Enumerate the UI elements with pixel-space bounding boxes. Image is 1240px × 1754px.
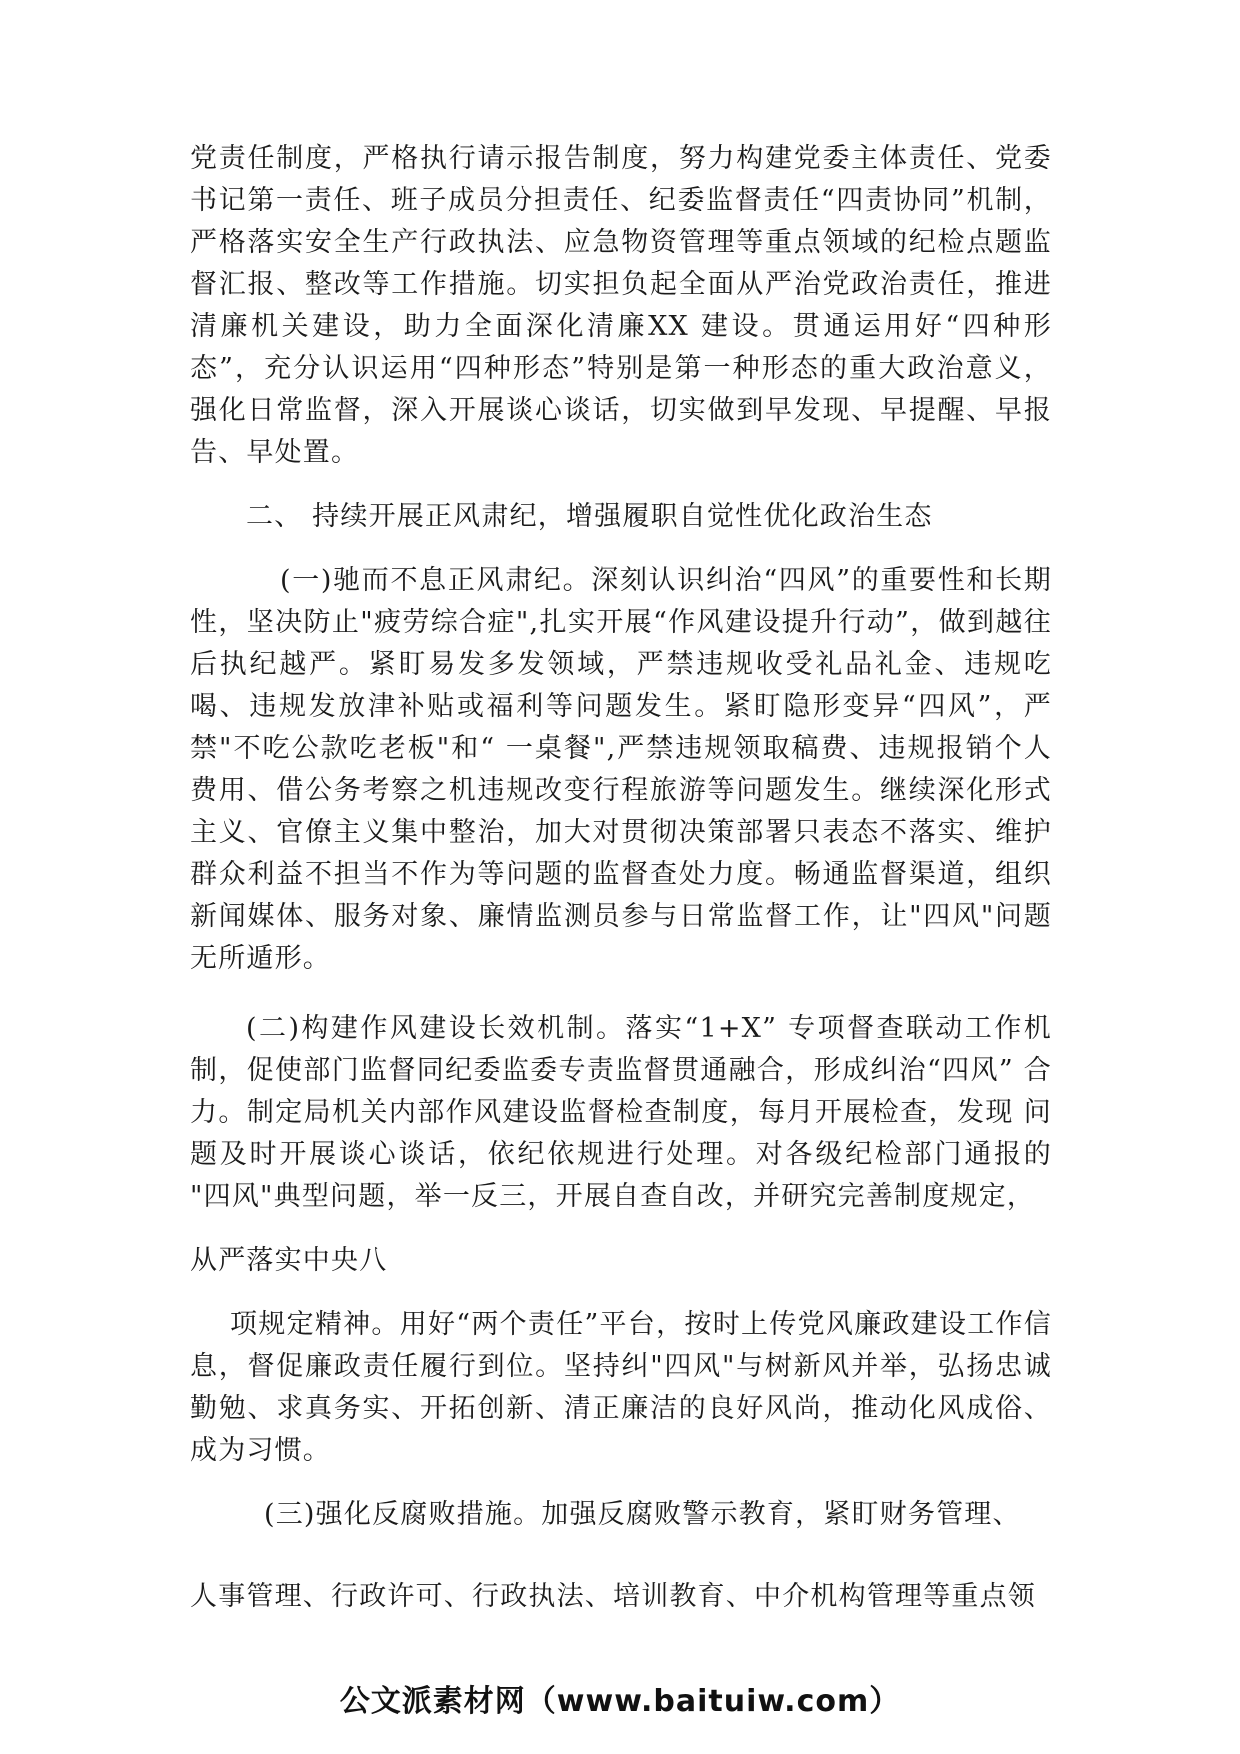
paragraph-anti-corruption: (三)强化反腐败措施。加强反腐败警示教育，紧盯财务管理、 (264, 1499, 1021, 1530)
section-heading-two: 二、 持续开展正风肃纪，增强履职自觉性优化政治生态 (246, 501, 933, 532)
paragraph-key-areas: 人事管理、行政许可、行政执法、培训教育、中介机构管理等重点领 (190, 1581, 1036, 1612)
spacer (190, 474, 1052, 496)
paragraph-rectify-style: (一)驰而不息正风肃纪。深刻认识纠治“四风”的重要性和长期性，坚决防止"疲劳综合症",扎实开展“作风建设提升行动”，做到越往后执纪越严。紧盯易发多发领域，严禁违规收受礼品礼金、违规吃喝、违规发放津补贴或福利等问题发生。紧盯隐形变异“四风”，严禁"不吃公款吃老板"和“ 一桌餐",严禁违规领取稿费、违规报销个人费用、借公务考察之机违规改变行程旅游等问题发生。继续深化形式主义、官僚主义集中整治，加大对贯彻决策部署只表态不落实、维护群众利益不担当不作为等问题的监督查处力度。畅通监督渠道，组织新闻媒体、服务对象、廉情监测员参与日常监督工作，让"四风"问题无所遁形。 (190, 565, 1052, 974)
spacer (190, 1472, 1052, 1494)
paragraph-fragment-central-eight: 从严落实中央八 (190, 1245, 388, 1276)
spacer (190, 1536, 1052, 1576)
spacer (190, 1282, 1052, 1304)
spacer (190, 538, 1052, 560)
paragraph-long-term-mechanism: (二)构建作风建设长效机制。落实“1+X” 专项督查联动工作机制，促使部门监督同纪委监委专责监督贯通融合，形成纠治“四风” 合力。制定局机关内部作风建设监督检查制度，每月开展检查，发现 问题及时开展谈心谈话，依纪依规进行处理。对各级纪检部门通报的 "四风"典型问题，举一反三，开展自查自改，并研究完善制度规定， (190, 1013, 1052, 1212)
document-body (190, 138, 1052, 1618)
footer-watermark: 公文派素材网（www.baituiw.com） (339, 1684, 901, 1719)
paragraph-eight-rules: 项规定精神。用好“两个责任”平台，按时上传党风廉政建设工作信息，督促廉政责任履行到位。坚持纠"四风"与树新风并举，弘扬忠诚勤勉、求真务实、开拓创新、清正廉洁的良好风尚，推动化风成俗、成为习惯。 (190, 1309, 1052, 1466)
spacer (190, 980, 1052, 1008)
spacer (190, 1218, 1052, 1240)
paragraph-party-responsibility: 党责任制度，严格执行请示报告制度，努力构建党委主体责任、党委书记第一责任、班子成员分担责任、纪委监督责任“四责协同”机制，严格落实安全生产行政执法、应急物资管理等重点领域的纪检点题监督汇报、整改等工作措施。切实担负起全面从严治党政治责任，推进清廉机关建设，助力全面深化清廉XX 建设。贯通运用好“四种形态”，充分认识运用“四种形态”特别是第一种形态的重大政治意义，强化日常监督，深入开展谈心谈话，切实做到早发现、早提醒、早报告、早处置。 (190, 143, 1052, 468)
